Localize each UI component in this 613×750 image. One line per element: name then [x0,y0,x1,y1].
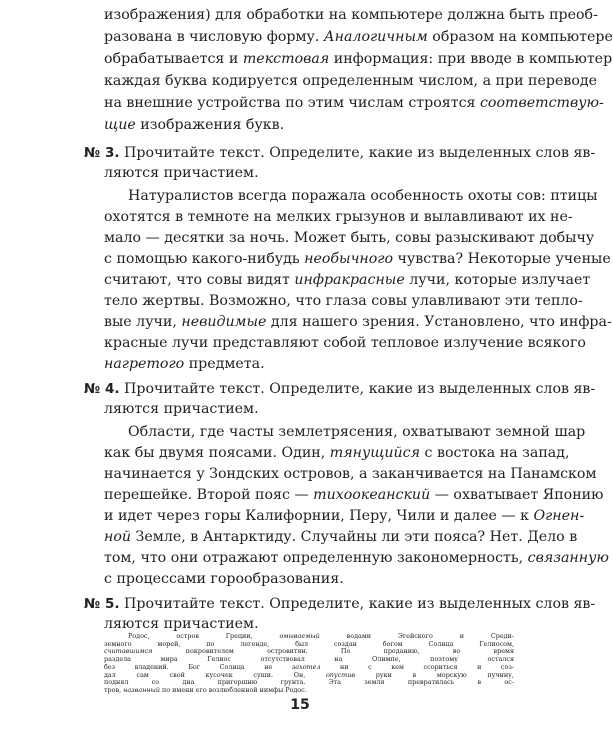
task-number: № 5. [84,596,120,612]
text-line: том, что они отражают определенную закономерность, связанную [104,550,609,566]
task-instruction: № 4. Прочитайте текст. Определите, какие из выделенных слов яв- [84,381,596,397]
text-line: каждая буква кодируется определенным числом, а при переводе [104,73,598,89]
task-instruction: ляются причастием. [104,616,259,632]
text-line: вые лучи, невидимые для нашего зрения. Установлено, что инфра- [104,314,612,330]
text-line: щие изображения букв. [104,117,285,133]
text-line: ной Земле, в Антарктиду. Случайны ли эти пояса? Нет. Дело в [104,529,578,545]
text-line: красные лучи представляют собой тепловое излучение всякого [104,335,586,351]
task-instruction: ляются причастием. [104,165,259,181]
text-line: с процессами горообразования. [104,571,344,587]
text-line: считают, что совы видят инфракрасные лучи, которые излучает [104,272,591,288]
task-instruction: ляются причастием. [104,401,259,417]
text-line: на внешние устройства по этим числам строятся соответствую- [104,95,604,111]
text-line: мало — десятки за ночь. Может быть, совы разыскивают добычу [104,230,595,246]
text-line: земного морей, по легенде, был создан богом Солнца Гелиосом, [104,639,514,648]
text-line: Натуралистов всегда поражала особенность охоты сов: птицы [128,188,598,204]
text-line: Родос, остров Греции, омываемый водами Эгейского и Среди- [128,632,514,640]
text-line: дал сам свой кусочек суши. Он, опустив руки в морскую пучину, [104,670,514,679]
task-instruction: № 3. Прочитайте текст. Определите, какие из выделенных слов яв- [84,145,596,161]
text-line: перешейке. Второй пояс — тихоокеанский — охватывает Японию [104,487,604,503]
text-line: тров, названный по имени его возлюбленной нимфы Родос. [104,686,307,694]
task-number: № 4. [84,381,120,397]
text-line: как бы двумя поясами. Один, тянущийся с востока на запад, [104,445,570,461]
text-line: охотятся в темноте на мелких грызунов и вылавливают их не- [104,209,573,225]
text-line: тело жертвы. Возможно, что глаза совы улавливают эти тепло- [104,293,583,309]
text-line: и идет через горы Калифорнии, Перу, Чили и далее — к Огнен- [104,508,585,524]
task-number: № 3. [84,145,120,161]
text-line: изображения) для обработки на компьютере должна быть преоб- [104,7,598,23]
text-line: начинается у Зондских островов, а заканчивается на Панамском [104,466,597,482]
text-line: поднял со дна пригоршню грунта. Эта земля превратилась в ос- [104,678,514,687]
text-line: раздела мира Гелиос отсутствовал на Олимпе, поэтому остался [104,655,514,664]
text-line: обрабатывается и текстовая информация: при вводе в компьютер [104,51,613,67]
page-number: 15 [290,697,310,713]
text-line: разована в числовую форму. Аналогичным образом на компьютере [104,29,613,45]
text-line: считавшимся покровителем островитян. По преданию, во время [104,647,514,656]
text-line: без владений. Бог Солнца не захотел ни с кем ссориться и соз- [104,662,514,671]
text-line: Области, где часты землетрясения, охватывают земной шар [128,424,586,440]
text-line: с помощью какого-нибудь необычного чувства? Некоторые ученые [104,251,611,267]
text-line: нагретого предмета. [104,356,265,372]
task-instruction: № 5. Прочитайте текст. Определите, какие из выделенных слов яв- [84,596,596,612]
